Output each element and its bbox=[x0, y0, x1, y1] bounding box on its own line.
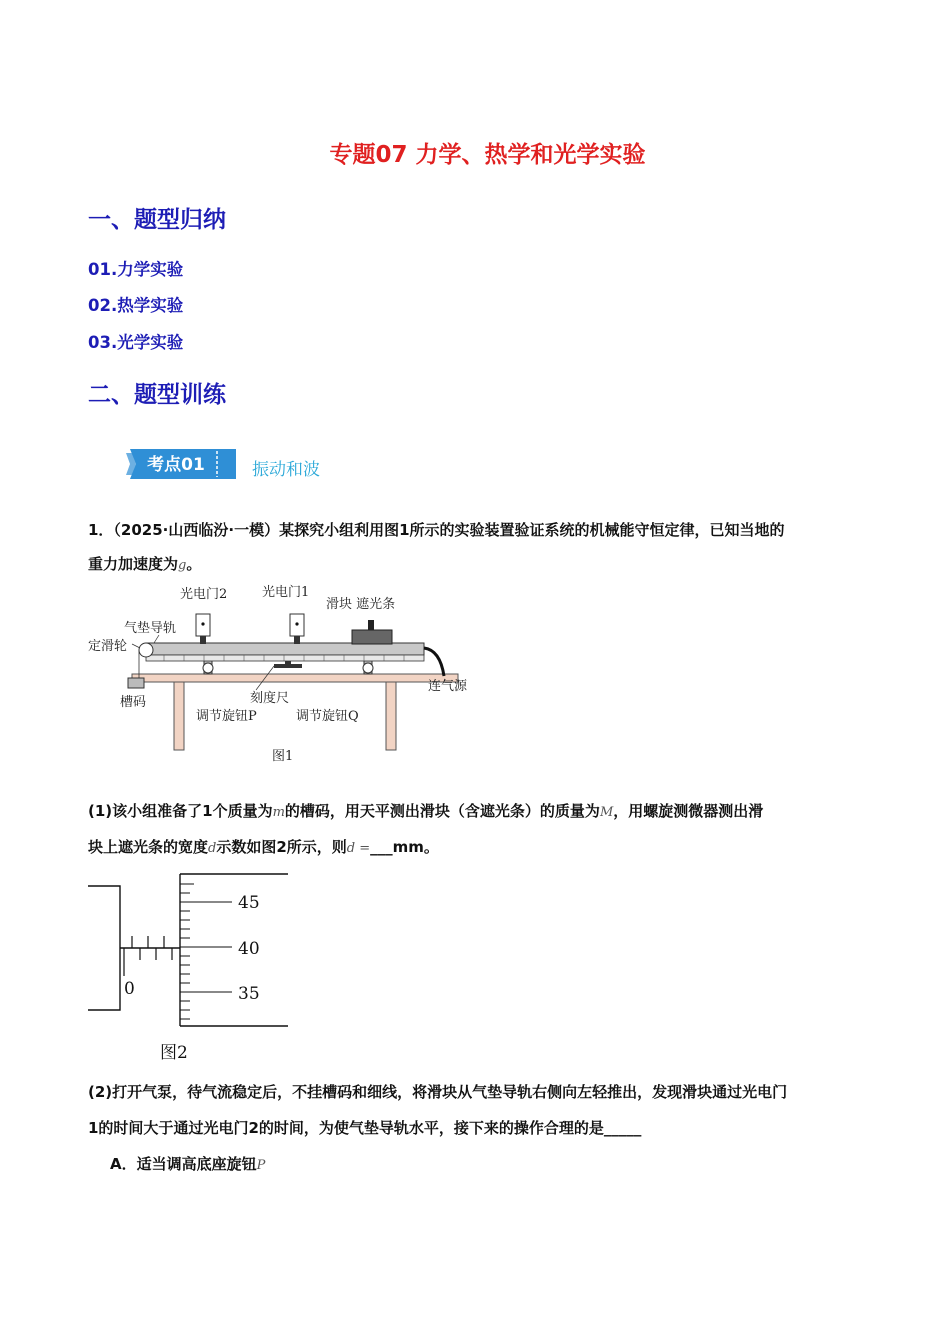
fig2-tick-40: 40 bbox=[238, 939, 260, 959]
section-heading-2: 二、题型训练 bbox=[88, 382, 226, 408]
figure-2-micrometer bbox=[84, 868, 304, 1072]
fig1-label-slider: 滑块 遮光条 bbox=[326, 597, 396, 612]
fig2-tick-35: 35 bbox=[238, 984, 260, 1004]
fig1-label-ruler: 刻度尺 bbox=[250, 691, 290, 706]
question-stem-line1: 1．（2025·山西临汾·一模）某探究小组利用图1所示的实验装置验证系统的机械能守恒定律，已知当地的 bbox=[88, 521, 785, 539]
topic-title: 振动和波 bbox=[252, 460, 320, 480]
fig1-label-track: 气垫导轨 bbox=[124, 621, 177, 636]
fig1-label-weight: 槽码 bbox=[120, 695, 147, 710]
part1-line1: (1)该小组准备了1个质量为m的槽码，用天平测出滑块（含遮光条）的质量为M，用螺旋测微器测出滑 bbox=[88, 802, 764, 820]
part2-line1: (2)打开气泵，待气流稳定后，不挂槽码和细线，将滑块从气垫导轨右侧向左轻推出，发现滑块通过光电门 bbox=[88, 1083, 788, 1101]
toc-item-3[interactable]: 03.光学实验 bbox=[88, 333, 184, 352]
badge-label: 考点01 bbox=[147, 455, 205, 475]
fig1-label-gate1: 光电门1 bbox=[262, 585, 310, 600]
option-a[interactable]: A．适当调高底座旋钮P bbox=[110, 1155, 266, 1173]
toc-item-2[interactable]: 02.热学实验 bbox=[88, 296, 184, 315]
question-stem-line2: 重力加速度为g。 bbox=[88, 555, 202, 573]
fig1-label-knobP: 调节旋钮P bbox=[196, 709, 257, 724]
fig1-label-pulley: 定滑轮 bbox=[88, 639, 128, 654]
page-title: 专题07 力学、热学和光学实验 bbox=[329, 142, 646, 168]
fig2-zero: 0 bbox=[124, 979, 135, 999]
part1-line2: 块上遮光条的宽度d示数如图2所示，则d =___mm。 bbox=[88, 838, 439, 856]
fig1-caption: 图1 bbox=[272, 749, 294, 764]
fig2-caption: 图2 bbox=[160, 1043, 188, 1063]
section-heading-1: 一、题型归纳 bbox=[88, 207, 226, 233]
toc-item-1[interactable]: 01.力学实验 bbox=[88, 260, 184, 279]
fig1-label-air: 连气源 bbox=[428, 679, 468, 694]
fig1-label-gate2: 光电门2 bbox=[180, 587, 228, 602]
topic-badge bbox=[124, 445, 240, 483]
figure-1-air-track bbox=[84, 580, 484, 774]
fig2-tick-45: 45 bbox=[238, 893, 260, 913]
fig1-label-knobQ: 调节旋钮Q bbox=[296, 709, 359, 724]
part2-line2: 1的时间大于通过光电门2的时间，为使气垫导轨水平，接下来的操作合理的是_____ bbox=[88, 1119, 642, 1137]
